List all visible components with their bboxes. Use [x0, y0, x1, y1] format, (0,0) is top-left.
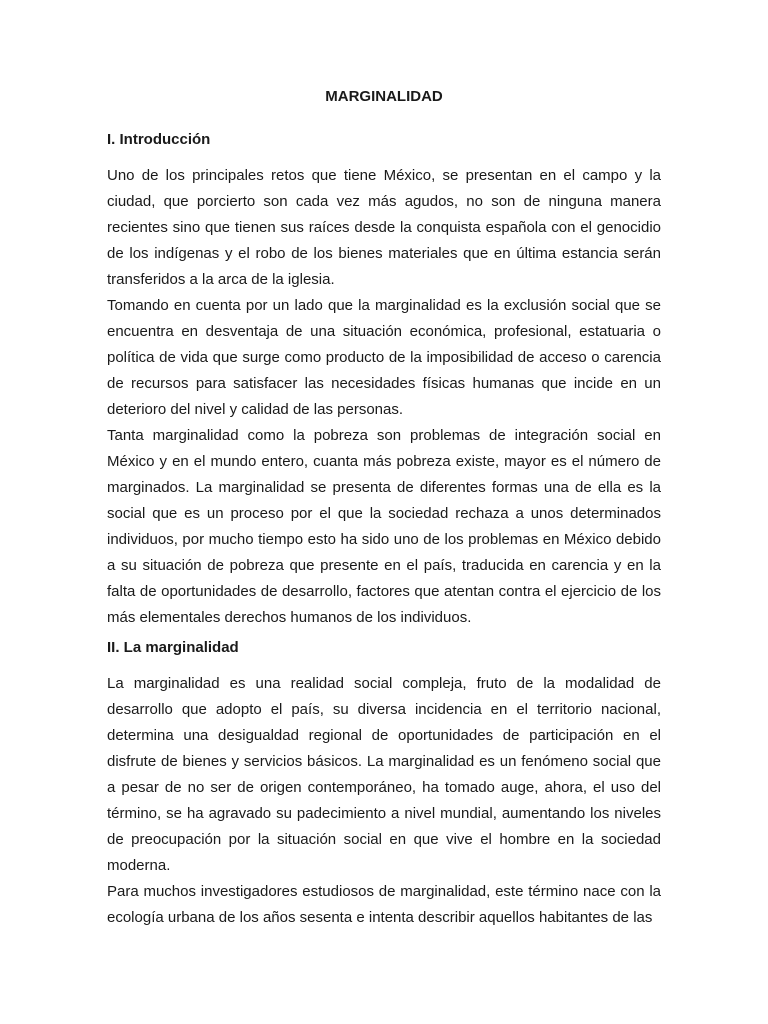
- paragraph: La marginalidad es una realidad social compleja, fruto de la modalidad de desarrollo que adopto el país, su diversa incidencia en el territorio nacional, determina una desigualdad regional de oportunidades de participación en el disfrute de bienes y servicios básicos. La marginalidad es un fenómeno social que a pesar de no ser de origen contemporáneo, ha tomado auge, ahora, el uso del término, se ha agravado su padecimiento a nivel mundial, aumentando los niveles de preocupación por la situación social en que vive el hombre en la sociedad moderna.: [107, 675, 661, 874]
- paragraph: Tomando en cuenta por un lado que la marginalidad es la exclusión social que se encuentra en desventaja de una situación económica, profesional, estatuaria o política de vida que surge como producto de la imposibilidad de acceso o carencia de recursos para satisfacer las necesidades físicas humanas que incide en un deterioro del nivel y calidad de las personas.: [107, 297, 661, 418]
- paragraph: Uno de los principales retos que tiene México, se presentan en el campo y la ciudad, que porcierto son cada vez más agudos, no son de ninguna manera recientes sino que tienen sus raíces desde la conquista española con el genocidio de los indígenas y el robo de los bienes materiales que en última estancia serán transferidos a la arca de la iglesia.: [107, 167, 661, 288]
- section-heading-marginalidad: II. La marginalidad: [107, 639, 239, 656]
- paragraph: Tanta marginalidad como la pobreza son problemas de integración social en México y en el mundo entero, cuanta más pobreza existe, mayor es el número de marginados. La marginalidad se presenta de diferentes formas una de ella es la social que es un proceso por el que la sociedad rechaza a unos determinados individuos, por mucho tiempo esto ha sido uno de los problemas en México debido a su situación de pobreza que presente en el país, traducida en carencia y en la falta de oportunidades de desarrollo, factores que atentan contra el ejercicio de los más elementales derechos humanos de los individuos.: [107, 427, 661, 626]
- paragraph: Para muchos investigadores estudiosos de marginalidad, este término nace con la ecología urbana de los años sesenta e intenta describir aquellos habitantes de las: [107, 883, 661, 926]
- section-heading-introduccion: I. Introducción: [107, 131, 211, 148]
- document-title: MARGINALIDAD: [325, 88, 443, 105]
